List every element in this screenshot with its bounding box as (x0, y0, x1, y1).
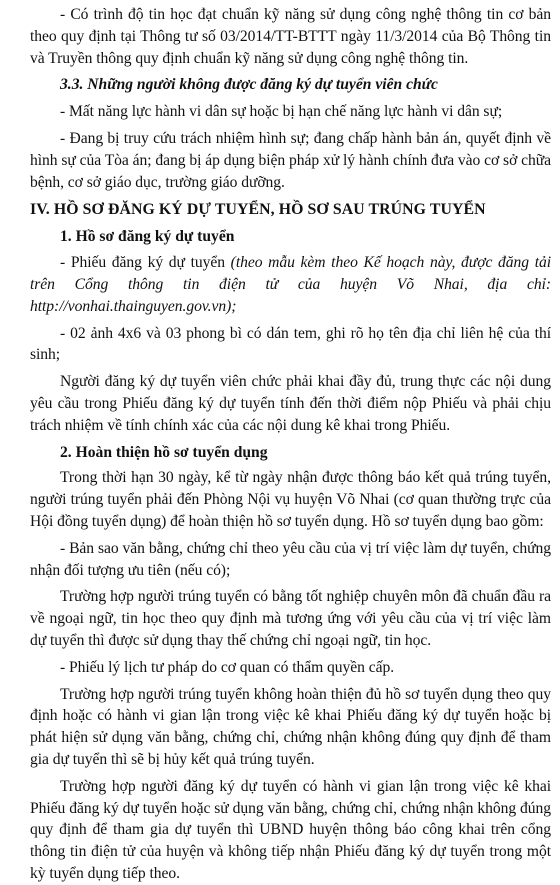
paragraph-photos-envelopes: - 02 ảnh 4x6 và 03 phong bì có dán tem, ghi rõ họ tên địa chỉ liên hệ của thí sinh; (30, 324, 551, 364)
paragraph-criminal-liability: - Đang bị truy cứu trách nhiệm hình sự; đang chấp hành bản án, quyết định về hình sự của Tòa án; đang bị áp dụng biện pháp xử lý hành chính đưa vào cơ sở chữa bệnh, cơ sở giáo dục, trường giáo dưỡng. (30, 129, 552, 191)
paragraph-registration-form (30, 252, 551, 317)
paragraph-degree-substitution: Trường hợp người trúng tuyển có bằng tốt nghiệp chuyên môn đã chuẩn đầu ra về ngoại ngữ, tin học theo quy định mà tương ứng với yêu cầu của vị trí việc làm dự tuyển thì được sử dụng thay thế chứng chỉ ngoại ngữ, tin học. (30, 588, 551, 649)
paragraph-result-cancellation: Trường hợp người trúng tuyển không hoàn thiện đủ hồ sơ tuyển dụng theo quy định hoặc có hành vi gian lận trong việc kê khai Phiếu đăng ký dự tuyển hoặc bị phát hiện sử dụng văn bằng, chứng chỉ, chứng nhận không đúng quy định để tham gia dự tuyển thì sẽ bị hủy kết quả trúng tuyển. (30, 685, 551, 768)
heading-application-dossier: 1. Hồ sơ đăng ký dự tuyển (60, 228, 235, 246)
heading-complete-dossier: 2. Hoàn thiện hồ sơ tuyển dụng (60, 443, 268, 461)
paragraph-30-day-deadline: Trong thời hạn 30 ngày, kể từ ngày nhận được thông báo kết quả trúng tuyển, người trúng tuyển phải đến Phòng Nội vụ huyện Võ Nhai (cơ quan thường trực của Hội đồng tuyển dụng) để hoàn thiện hồ sơ tuyển dụng. Hồ sơ tuyển dụng bao gồm: (30, 469, 551, 530)
heading-section-iv: IV. HỒ SƠ ĐĂNG KÝ DỰ TUYỂN, HỒ SƠ SAU TRÚNG TUYỂN (30, 201, 486, 219)
registration-form-note: (theo mẫu kèm theo Kế hoạch này, được đăng tải trên Cổng thông tin điện tử của huyện Võ Nhai, địa chỉ: http://vonhai.thainguyen.gov.vn); (30, 254, 552, 315)
registration-form-lead: - Phiếu đăng ký dự tuyển (60, 254, 231, 272)
paragraph-it-skills: - Có trình độ tin học đạt chuẩn kỹ năng sử dụng công nghệ thông tin cơ bản theo quy định tại Thông tư số 03/2014/TT-BTTT ngày 11/3/2014 của Bộ Thông tin và Truyền thông quy định chuẩn kỹ năng sử dụng công nghệ thông tin. (30, 6, 551, 67)
heading-3-3-ineligible: 3.3. Những người không được đăng ký dự tuyển viên chức (60, 76, 438, 94)
paragraph-fraud-notice: Trường hợp người đăng ký dự tuyển có hành vi gian lận trong việc kê khai Phiếu đăng ký dự tuyển hoặc sử dụng văn bằng, chứng chỉ, chứng nhận không đúng quy định để tham gia dự tuyển thì UBND huyện thông báo công khai trên cổng thông tin điện tử của huyện và không tiếp nhận Phiếu đăng ký dự tuyển trong một kỳ tuyển dụng tiếp theo. (30, 777, 551, 882)
paragraph-civil-capacity: - Mất năng lực hành vi dân sự hoặc bị hạn chế năng lực hành vi dân sự; (60, 103, 503, 121)
paragraph-applicant-declaration: Người đăng ký dự tuyển viên chức phải khai đầy đủ, trung thực các nội dung yêu cầu trong Phiếu đăng ký dự tuyển tính đến thời điểm nộp Phiếu và phải chịu trách nhiệm về tính chính xác của các nội dung kê khai trong Phiếu. (30, 373, 551, 434)
paragraph-diploma-copies: - Bản sao văn bằng, chứng chỉ theo yêu cầu của vị trí việc làm dự tuyển, chứng nhận đối tượng ưu tiên (nếu có); (30, 539, 551, 579)
paragraph-judicial-record: - Phiếu lý lịch tư pháp do cơ quan có thẩm quyền cấp. (60, 658, 395, 676)
